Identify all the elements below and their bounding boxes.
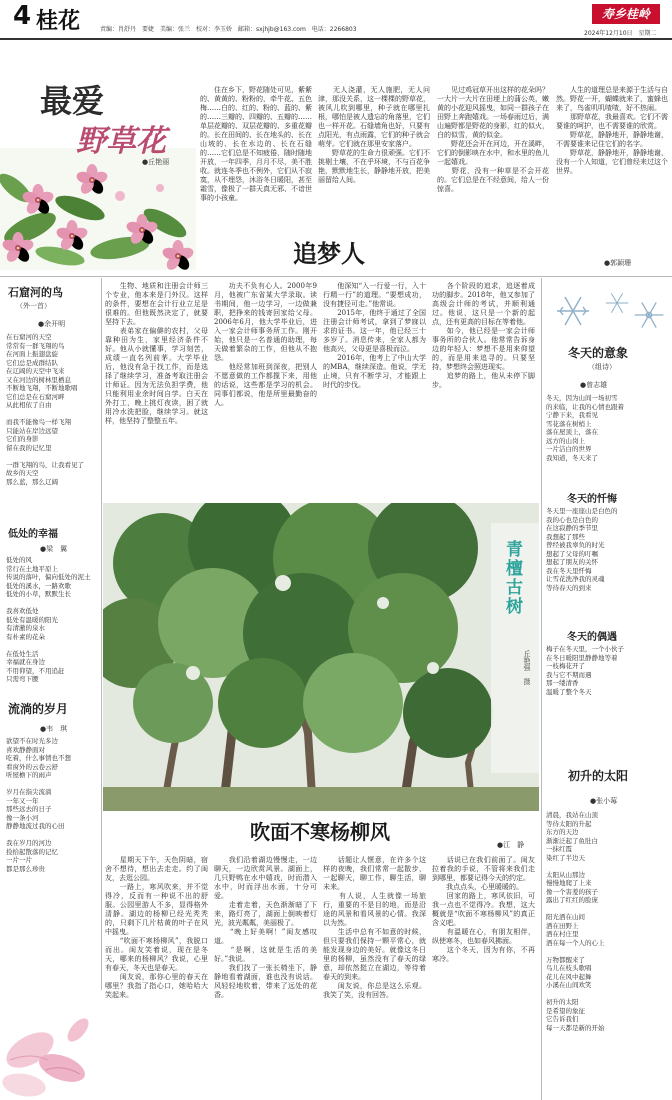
header-rule	[0, 38, 672, 40]
winter-section-text-encounter: 梅子在冬天里，一个小伙子 在冬日暖阳里静静地等着 一枝梅花开了 我与它不期而遇 那一缕清香 温暖了整个冬天	[546, 645, 624, 696]
poem-title-years: 流淌的岁月	[8, 702, 69, 716]
poem-author-years: ●韦 琪	[40, 725, 68, 733]
feature-column-4: 人生的道理总是来源于生活与自然。野花一开，蝴蝶就来了，蜜蜂也来了，鸟雀叽叽喳喳，好不热闹。 那野草花，我最喜欢。它们不需要谁的呵护，也不需要谁的欣赏。 野草花，静静地开，静静地谢，不需要谁来记住它们的名字。 野草花，静静地开，静静地谢，没有一个人知道，它们曾经来过这个世界。	[556, 86, 668, 175]
feature-column-2: 无人浇灌，无人施肥，无人问津，那没关系，这一棵棵的野草花，被风儿吹到哪里，种子就在哪里扎根，哪怕是被人遗忘的角落里，它们也一样开花。石缝墙角也好，只要有点阳光，有点雨露，它们的种子就会萌芽。它们就在那里安家落户。 野草花的生命力很顽强。它们不挑剔土壤，不在乎环境，不与百花争艳，默默地生长，静静地开放，把美丽留给人间。	[318, 86, 430, 184]
winter-author: ●曾志雄	[580, 381, 608, 389]
willow-author: ●江 静	[497, 841, 525, 849]
winter-section-text-repentance: 冬天里一座座山是白色的 我的心也是白色的 在这寂静的季节里 我想起了那些 曾经被我辜负的时光 想起了父母的叮嘱 想起了朋友的关怀 我在冬天里忏悔 让雪花洗净我的灵魂 等待春天的到来	[546, 507, 618, 592]
winter-section-title-repentance: 冬天的忏悔	[567, 494, 617, 505]
right-column-divider	[541, 278, 542, 1100]
feature-author: ●丘艳丽	[142, 158, 170, 166]
photo-caption: 青檀古树	[502, 540, 522, 616]
feature-column-3: 见过鸡冠草开出这样的花朵吗？一大片一大片在田埂上的蒲公英，嫩黄的小花迎风摇曳，如同一群孩子在田野上奔跑嬉戏。一场春雨过后，满山遍野都是野花的身影，红的似火，白的似雪，黄的似金。 野花还会开在河边，开在溪畔，它们的倒影映在水中，和水里的鱼儿一起嬉戏。 野花，没有一种草是不会开花的。它们总是在不经意间，给人一份惊喜。	[437, 86, 549, 193]
willow-column-1: 星期天下午，天色阴暗，宿舍不想待，想出去走走。约了闺友，去逛公园。 一路上，寒风吹来，并不觉得冷，反而有一种说不出的舒服。公园里游人不多，显得格外清静。湖边的杨柳已经光秃秃的，只剩下几片枯黄的叶子在风中摇曳。 “吹面不寒杨柳风”，我脱口而出。闺友笑着说，现在是冬天，哪来的杨柳风？我说，心里有春天，冬天也是春天。 闺友说，那你心里的春天在哪里？我指了指心口，她哈哈大笑起来。	[105, 856, 208, 999]
masthead-logo: 寿乡桂岭	[592, 4, 660, 24]
dream-title: 追梦人	[293, 240, 365, 268]
issue-date: 2024年12月10日 星期二	[584, 30, 657, 37]
winter-section-title-encounter: 冬天的偶遇	[567, 632, 617, 643]
section-divider	[0, 276, 672, 277]
dream-column-3: 他深知“入一行爱一行，入十行精一行”的道理。“要想成功，没有捷径可走。”他常说。 2015年，他终于通过了全国注册会计师考试，拿到了梦寐以求的证书。这一年，他已经三十多岁了。消息传来，全家人都为他高兴，父母更是喜极而泣。 2016年，他考上了中山大学的MBA，继续深造。他说，学无止境，只有不断学习，才能跟上时代的步伐。	[323, 282, 426, 389]
winter-subtitle: （组诗）	[588, 363, 616, 371]
dream-column-2: 功夫不负有心人。2000年9月，他被广东省某大学录取。读书期间，他一边学习，一边做兼职，把挣来的钱寄回家给父母。2006年6月，他大学毕业后，进入一家会计师事务所工作。刚开始，他只是一名普通的助理，每天做着繁杂的工作，但他从不抱怨。 他经常加班到深夜，把别人不愿意做的工作都揽下来，用他的话说，这些都是学习的机会。同事们都说，他是所里最勤奋的人。	[214, 282, 317, 407]
poem-text-years: 欲望不在时光多边 喜欢静静面对 吃着，什么事情也不想 看窗外的云卷云舒 听屋檐下的雨声 岁月在指尖流淌 一年又一年 那些远去的日子 像一条小河 静静地流过我的心田 我在岁月的河边 捡拾起散落的记忆 一片一片 都是那么珍贵	[6, 737, 71, 873]
sunrise-author: ●张小莓	[590, 797, 618, 805]
willow-column-4: 话说已在我们前面了。闺友拉着我的手说，不管将来我们走到哪里，都要记得今天的约定。 我点点头，心里暖暖的。 回家的路上，寒风依旧，可我一点也不觉得冷。我想，这大概就是“吹面不寒杨柳风”的真正含义吧。 有温暖在心，有朋友相伴，纵使寒冬，也如春风拂面。 这个冬天，因为有你，不再寒冷。	[432, 856, 535, 963]
willow-column-3: 话题让人惬意，在许多个这样的夜晚，我们常常一起散步，一起聊天，聊工作，聊生活，聊未来。 有人说，人生就像一场旅行，重要的不是目的地，而是沿途的风景和看风景的心情。我深以为然。 生活中总有不如意的时候，但只要我们保持一颗平常心，就能发现身边的美好。就像这冬日里的杨柳，虽然没有了春天的绿意，却依然挺立在湖边，等待着春天的到来。 闺友说，你总是这么乐观。我笑了笑，没有回答。	[323, 856, 426, 999]
willow-title: 吹面不寒杨柳风	[250, 820, 390, 844]
sunrise-text: 清晨，我站在山顶 等待太阳的升起 东方的天边 渐渐泛起了鱼肚白 一抹红霞 染红了半边天 太阳从山那边 慢慢地爬了上来 像一个害羞的孩子 露出了红红的脸庞 阳光洒在山间 洒在田野上 洒在村庄里 洒在每一个人的心上 万物都醒来了 鸟儿在枝头歌唱 花儿在风中起舞 小溪在山间欢笑 初升的太阳 是希望的象征 它告诉我们 每一天都是新的开始	[546, 811, 605, 1032]
dream-column-1: 生物、地质和注册会计师三个专业，他本来是门外汉。这样的条件，要想在会计行业立足是很难的。但他既然决定了，就要坚持下去。 表弟家在偏僻的农村，父母靠种田为生，家里经济条件不好。他从小就懂事，学习刻苦，成绩一直名列前茅。大学毕业后，他没有急于找工作，而是选择了继续学习，准备考取注册会计师证。因为无法负担学费，他只能利用业余时间自学。白天在外打工，晚上挑灯夜读，困了就用冷水洗把脸，继续学习。就这样，他坚持了整整五年。	[105, 282, 208, 425]
sunrise-title: 初升的太阳	[568, 769, 629, 783]
poem-text-birds: 在石窟河的天空 常常有一群飞翔的鸟 在河面上振翅盘旋 它们总是成群结队 在辽阔的天空中飞来 又在河边的树林里栖息 不断地飞翔，不断地歌唱 它们总是在石窟河畔 从此相依了自由 而我不能像鸟一样飞翔 只能站在岸边远望 它们的身影 留在我的记忆里 一群飞翔的鸟，让我看见了 故乡的天空 那么蓝，那么辽阔	[6, 333, 84, 486]
page-name: 桂花	[36, 9, 81, 34]
poem-text-happiness: 低处的风 常行在土地平原上 传说的落叶，偏向低处的泥土 低处的溪水，一路欢歌 低处的小草，默默生长 我喜欢低处 低处有温暖的阳光 有清澈的泉水 有朴素的花朵 在低处生活 幸福就在身边 不用仰望，不用追赶 只需弯下腰	[6, 556, 91, 683]
feature-column-1: 住在乡下，野花随处可见，紫紫的、黄黄的、粉粉的，牵牛花、五色梅……白的、红的、粉的、蓝的、紫的……三瓣的、四瓣的、五瓣的……单层花瓣的、双层花瓣的、多重花瓣的。长在田间的、长在地头的、长在山坡的、长在水边的、长在石缝的……它们总是不知疲倦，随时随地开放，一年四季，月月不尽，美不胜收。就连冬季也不例外，它们从不寂寞，从不埋怨，沐浴冬日暖阳，甚至霜雪，像极了一群天真无邪、不谙世事的小孩童。	[200, 86, 312, 202]
poem-subtitle-birds: （外一首）	[16, 302, 51, 310]
poem-author-happiness: ●梁 翼	[40, 545, 68, 553]
snowflake-decoration	[545, 283, 671, 337]
page-number: 4	[13, 1, 32, 31]
willow-column-2: 我们沿着湖边慢慢走，一边聊天，一边欣赏风景。湖面上，几只野鸭在水中嬉戏，时而潜入水中，时而浮出水面，十分可爱。 走着走着，天色渐渐暗了下来，路灯亮了，湖面上倒映着灯光，波光粼粼，美丽极了。 “晚上好美啊！”闺友感叹道。 “是啊，这就是生活的美好。”我说。 我们找了一张长椅坐下，静静地看着湖面，谁也没有说话。风轻轻地吹着，带来了远处的花香。	[214, 856, 317, 999]
photo-credit: 丘艳强 摄	[523, 650, 531, 685]
editor-credits: 责编：肖舒丹 要婕 美编：张兰 校对：李玉娇 邮箱：sxjhjb@163.com 电话：2266803	[100, 26, 357, 33]
feature-title-line2: 野草花	[76, 124, 166, 159]
tree-photo	[103, 503, 539, 811]
poem-title-happiness: 低处的幸福	[8, 529, 58, 540]
petal-decoration	[0, 990, 100, 1100]
dream-author: ●郭颖珊	[604, 259, 632, 267]
poem-title-birds: 石窟河的鸟	[8, 286, 63, 299]
winter-intro-text: 冬天，因为山间一场初雪 的来临，让我的心情也跟着 宁静下来，我看见 雪花落在树梢上 落在屋顶上，落在 远方的山岗上 一片洁白的世界 我知道，冬天来了	[546, 394, 624, 462]
left-column-divider	[101, 278, 102, 990]
dream-column-4: 各个阶段的追求，追逐着成功的脚步。2018年，他又参加了高级会计师的考试，并顺利通过。他说，这只是一个新的起点，还有更高的目标在等着他。 如今，他已经是一家会计师事务所的合伙人。他常常告诉身边的年轻人：梦想不是用来仰望的，而是用来追寻的。只要坚持，梦想终会照进现实。 追梦的路上，他从未停下脚步。	[432, 282, 535, 389]
poem-author-birds: ●余开明	[38, 320, 66, 328]
winter-title: 冬天的意象	[568, 346, 629, 360]
feature-title-line1: 最爱	[40, 82, 105, 120]
